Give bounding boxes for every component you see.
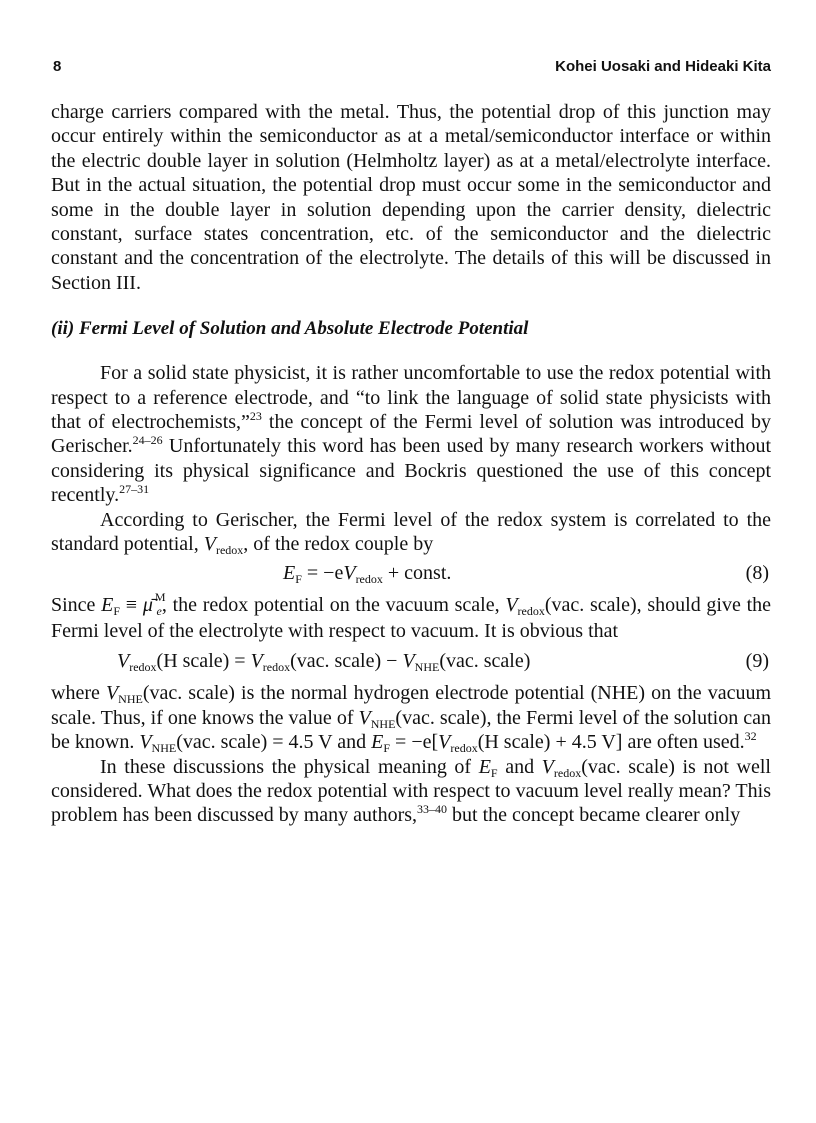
section-heading: (ii) Fermi Level of Solution and Absolute Electrode Potential	[51, 318, 529, 340]
text-run: ≡	[120, 593, 143, 616]
text-run: For a solid state physicist, it is rather uncomfortable to use the redox potential with respect to a reference electrode, and “to link the language of solid state physicists with that of electrochemists,”	[51, 362, 771, 434]
paragraph-fermi-intro	[51, 361, 771, 507]
text-run: (vac. scale), should give the Fermi level of the electrolyte with respect to vacuum. It is obvious that	[51, 593, 772, 642]
symbol-v: V	[438, 731, 451, 754]
subscript: F	[295, 571, 302, 586]
text-run: Unfortunately this word has been used by many research workers without considering its physical significance and Bockris questioned the use of this concept recently.	[51, 435, 771, 507]
subscript: NHE	[370, 716, 396, 731]
text-run: (vac. scale), the Fermi level of the solution can be known.	[51, 706, 771, 754]
citation: 23	[249, 409, 262, 424]
symbol-e: E	[283, 561, 296, 584]
text-run: , the redox potential on the vacuum scale,	[161, 593, 506, 616]
text-run: In these discussions the physical meaning of	[100, 755, 479, 778]
symbol-v: V	[105, 682, 119, 705]
text-run: the concept of the Fermi level of solution was introduced by Gerischer.	[51, 411, 771, 458]
symbol-v: V	[343, 561, 356, 584]
paragraph-vacuum-scale	[51, 589, 772, 644]
subscript: NHE	[118, 692, 143, 707]
text-run: = −e	[301, 561, 344, 584]
paragraph-nhe	[51, 681, 771, 754]
text-run: According to Gerischer, the Fermi level of the redox system is correlated to the standard potential,	[51, 508, 771, 556]
citation: 33–40	[417, 802, 448, 817]
text-run: but the concept became clearer only	[447, 804, 741, 827]
symbol-v: V	[117, 650, 130, 673]
text-run: and	[497, 755, 542, 778]
text-run: (vac. scale) = 4.5 V and	[176, 731, 372, 754]
text-run: where	[51, 682, 106, 705]
subscript: F	[383, 741, 391, 756]
running-header	[51, 58, 771, 75]
text-run: (vac. scale)	[439, 650, 531, 673]
equation-body	[117, 649, 530, 673]
symbol-e: E	[371, 731, 384, 754]
text-run: = −e[	[390, 731, 439, 754]
equation-9	[51, 649, 771, 679]
subscript: F	[113, 603, 121, 618]
subscript: redox	[215, 543, 244, 558]
equation-8	[51, 561, 771, 591]
text-run: , of the redox couple by	[243, 533, 434, 556]
citation: 32	[744, 729, 757, 744]
subscript: redox	[517, 603, 545, 618]
symbol-v: V	[402, 650, 415, 673]
symbol-v: V	[358, 706, 371, 729]
subscript: NHE	[151, 741, 177, 756]
symbol-v: V	[505, 593, 518, 616]
page-number: 8	[53, 58, 62, 75]
text-run: Since	[51, 593, 102, 616]
symbol-v: V	[203, 533, 216, 556]
page	[51, 58, 771, 828]
text-run: (vac. scale) −	[290, 650, 403, 673]
subscript: redox	[450, 741, 478, 756]
subscript: NHE	[414, 660, 440, 675]
citation: 27–31	[119, 482, 150, 497]
body-text	[51, 100, 771, 828]
symbol-e: E	[478, 755, 491, 778]
subscript: redox	[129, 660, 157, 675]
text-run: + const.	[382, 561, 452, 584]
citation: 24–26	[132, 433, 163, 448]
paragraph-discussion	[51, 755, 771, 828]
paragraph-continued: charge carriers compared with the metal. Thus, the potential drop of this junction may occur entirely within the semiconductor as at a metal/semiconductor interface or within the electric double layer in solution (Helmholtz layer) as at a metal/electrolyte interface. But in the actual situation, the potential drop must occur some in the semiconductor and some in the double layer in solution depending upon the carrier density, dielectric constant, surface states concentration, etc. of the semiconductor and the dielectric constant and the concentration of the electrolyte. The details of this will be discussed in Section III.	[51, 101, 771, 294]
symbol-v: V	[139, 731, 152, 754]
equation-number: (9)	[745, 650, 769, 673]
symbol-v: V	[250, 650, 263, 673]
text-run: (vac. scale) is not well considered. What does the redox potential with respect to vacuum level really mean? This problem has been discussed by many authors,	[51, 755, 771, 827]
text-run: (H scale) =	[156, 650, 251, 673]
text-run: (vac. scale) is the normal hydrogen electrode potential (NHE) on the vacuum scale. Thus, if one knows the value of	[51, 682, 772, 729]
running-head-authors: Kohei Uosaki and Hideaki Kita	[555, 58, 771, 75]
subscript: redox	[355, 571, 383, 586]
symbol-mu: μ̄	[142, 593, 153, 616]
equation-body	[283, 561, 451, 585]
symbol-v: V	[541, 755, 554, 778]
paragraph-gerischer	[51, 508, 771, 557]
subscript: redox	[262, 660, 291, 675]
subscript: redox	[553, 765, 582, 780]
text-run: (H scale) + 4.5 V] are often used.	[477, 731, 745, 754]
superscript: M	[154, 589, 166, 604]
subscript: F	[490, 765, 498, 780]
symbol-e: E	[101, 593, 114, 616]
subscript: e	[156, 603, 162, 618]
equation-number: (8)	[745, 561, 769, 584]
